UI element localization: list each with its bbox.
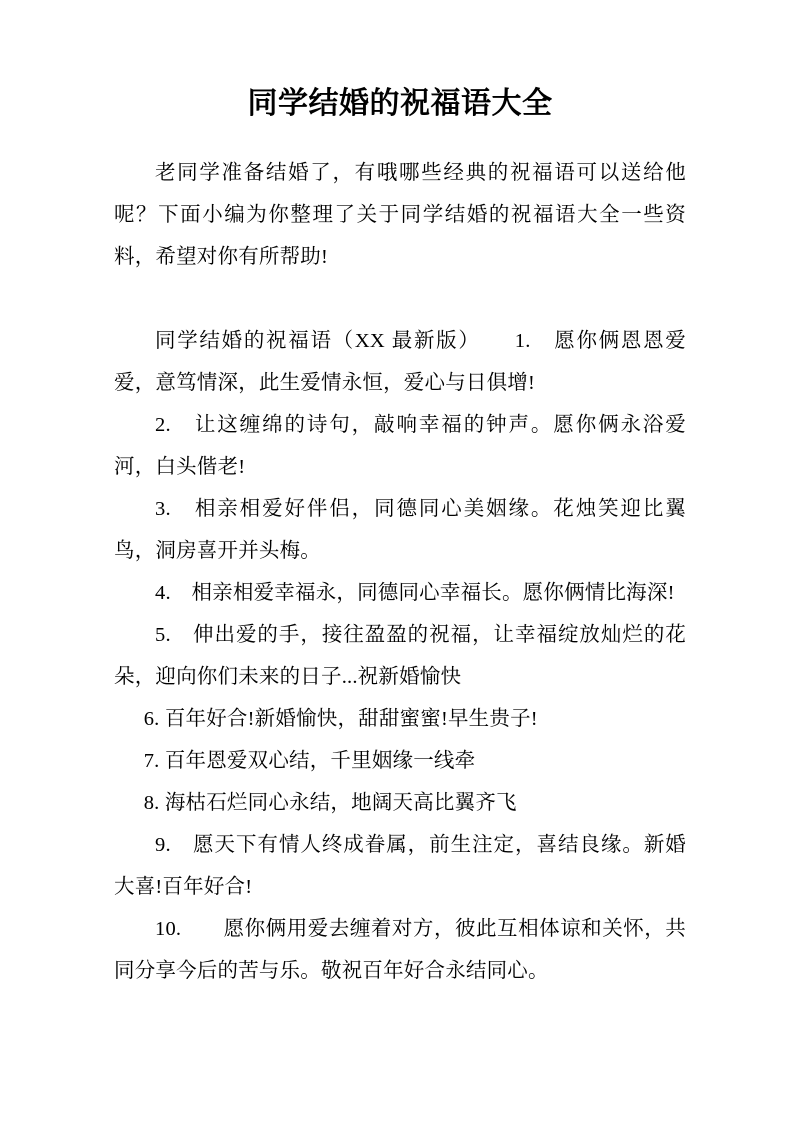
list-item-10: 10. 愿你俩用爱去缠着对方，彼此互相体谅和关怀，共同分享今后的苦与乐。敬祝百年好合永结同心。 [114,918,686,982]
list-item-3: 3. 相亲相爱好伴侣，同德同心美姻缘。花烛笑迎比翼鸟，洞房喜开并头梅。 [114,498,686,562]
list-item-8: 8. 海枯石烂同心永结，地阔天高比翼齐飞 [143,792,517,814]
list-item-2: 2. 让这缠绵的诗句，敲响幸福的钟声。愿你俩永浴爱河，白头偕老! [114,414,686,478]
list-item-5: 5. 伸出爱的手，接往盈盈的祝福，让幸福绽放灿烂的花朵，迎向你们未来的日子...祝新婚愉快 [114,624,686,688]
title-spacer [114,124,686,152]
page-title: 同学结婚的祝福语大全 [247,87,553,120]
intro-paragraph: 老同学准备结婚了，有哦哪些经典的祝福语可以送给他呢？下面小编为你整理了关于同学结婚的祝福语大全一些资料，希望对你有所帮助! [114,162,686,268]
list-item-6: 6. 百年好合!新婚愉快，甜甜蜜蜜!早生贵子! [143,708,538,730]
document-body [114,84,686,992]
list-item-1: 同学结婚的祝福语（XX 最新版） 1. 愿你俩恩恩爱爱，意笃情深，此生爱情永恒，爱心与日俱增! [114,330,686,394]
list-item-7: 7. 百年恩爱双心结，千里姻缘一线牵 [143,750,476,772]
list-item-9: 9. 愿天下有情人终成眷属，前生注定，喜结良缘。新婚大喜!百年好合! [114,834,686,898]
list-item-4: 4. 相亲相爱幸福永，同德同心幸福长。愿你俩情比海深! [155,582,675,604]
section-spacer [114,278,686,320]
